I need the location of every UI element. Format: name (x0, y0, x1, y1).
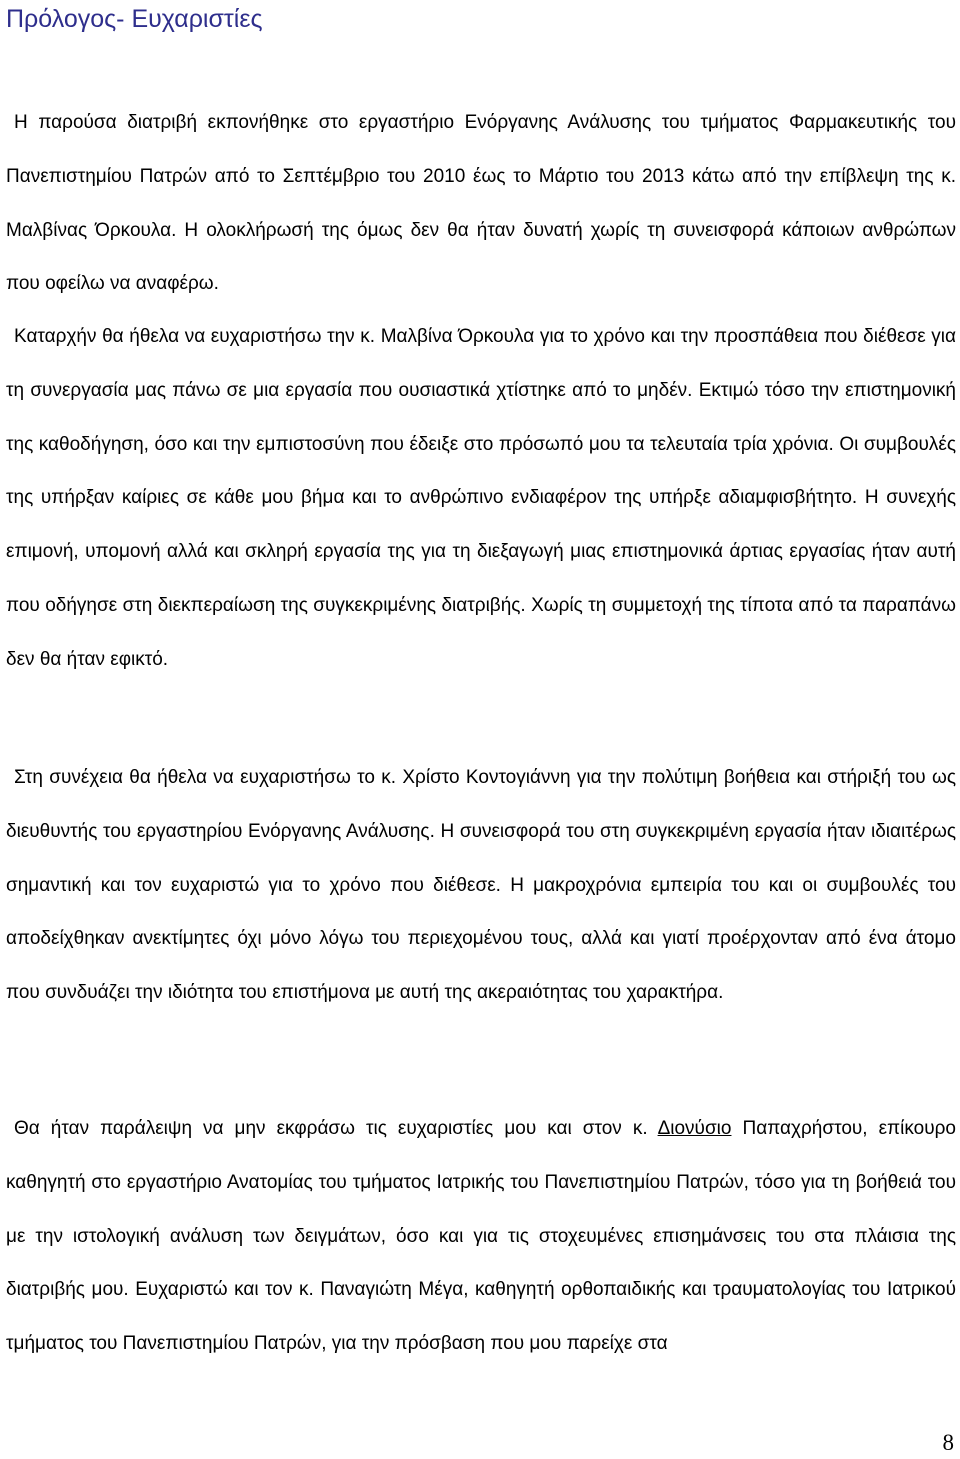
paragraph-text-segment: Παπαχρήστου, επίκουρο καθηγητή στο εργαστήριο Ανατομίας του τμήματος Ιατρικής του Πανεπιστημίου Πατρών, τόσο για τη βοήθειά του με την ιστολογική ανάλυση των δειγμάτων, όσο και για τις στοχευμένες επισημάνσεις του στα πλάισια της διατριβής μου. Ευχαριστώ και τον κ. Παναγιώτη Μέγα, καθηγητή ορθοπαιδικής και τραυματολογίας του Ιατρικού τμήματος του Πανεπιστημίου Πατρών, για την πρόσβαση που μου παρείχε στα (6, 1118, 956, 1355)
paragraph-director-thanks: Στη συνέχεια θα ήθελα να ευχαριστήσω το κ. Χρίστο Κοντογιάννη για την πολύτιμη βοήθεια και στήριξή του ως διευθυντής του εργαστηρίου Ενόργανης Ανάλυσης. Η συνεισφορά του στη συγκεκριμένη εργασία ήταν ιδιαιτέρως σημαντική και τον ευχαριστώ για το χρόνο που διέθεσε. Η μακροχρόνια εμπειρία του και οι συμβουλές του αποδείχθηκαν ανεκτίμητες όχι μόνο λόγω του περιεχομένου τους, αλλά και γιατί προέρχονταν από ένα άτομο που συνδυάζει την ιδιότητα του επιστήμονα με αυτή της ακεραιότητας του χαρακτήρα. (6, 767, 956, 1004)
page-title: Πρόλογος- Ευχαριστίες (6, 5, 263, 33)
paragraph-intro: Η παρούσα διατριβή εκπονήθηκε στο εργαστήριο Ενόργανης Ανάλυσης του τμήματος Φαρμακευτικής του Πανεπιστημίου Πατρών από το Σεπτέμβριο του 2010 έως το Μάρτιο του 2013 κάτω από την επίβλεψη της κ. Μαλβίνας Όρκουλα. Η ολοκλήρωσή της όμως δεν θα ήταν δυνατή χωρίς τη συνεισφορά κάποιων ανθρώπων που οφείλω να αναφέρω. (6, 112, 956, 295)
underlined-name: Διονύσιο (657, 1118, 732, 1139)
paragraph-anatomy-thanks (6, 1102, 956, 1371)
paragraph-supervisor-thanks: Καταρχήν θα ήθελα να ευχαριστήσω την κ. Μαλβίνα Όρκουλα για το χρόνο και την προσπάθεια που διέθεσε για τη συνεργασία μας πάνω σε μια εργασία που ουσιαστικά χτίστηκε από το μηδέν. Εκτιμώ τόσο την επιστημονική της καθοδήγηση, όσο και την εμπιστοσύνη που έδειξε στο πρόσωπό μου τα τελευταία τρία χρόνια. Οι συμβουλές της υπήρξαν καίριες σε κάθε μου βήμα και το ανθρώπινο ενδιαφέρον της υπήρξε αδιαμφισβήτητο. Η συνεχής επιμονή, υπομονή αλλά και σκληρή εργασία της για τη διεξαγωγή μιας επιστημονικά άρτιας εργασίας ήταν αυτή που οδήγησε στη διεκπεραίωση της συγκεκριμένης διατριβής. Χωρίς τη συμμετοχή της τίποτα από τα παραπάνω δεν θα ήταν εφικτό. (6, 326, 956, 670)
paragraph-text-segment: Θα ήταν παράλειψη να μην εκφράσω τις ευχαριστίες μου και στον κ. (14, 1118, 658, 1139)
page-number: 8 (942, 1430, 954, 1455)
